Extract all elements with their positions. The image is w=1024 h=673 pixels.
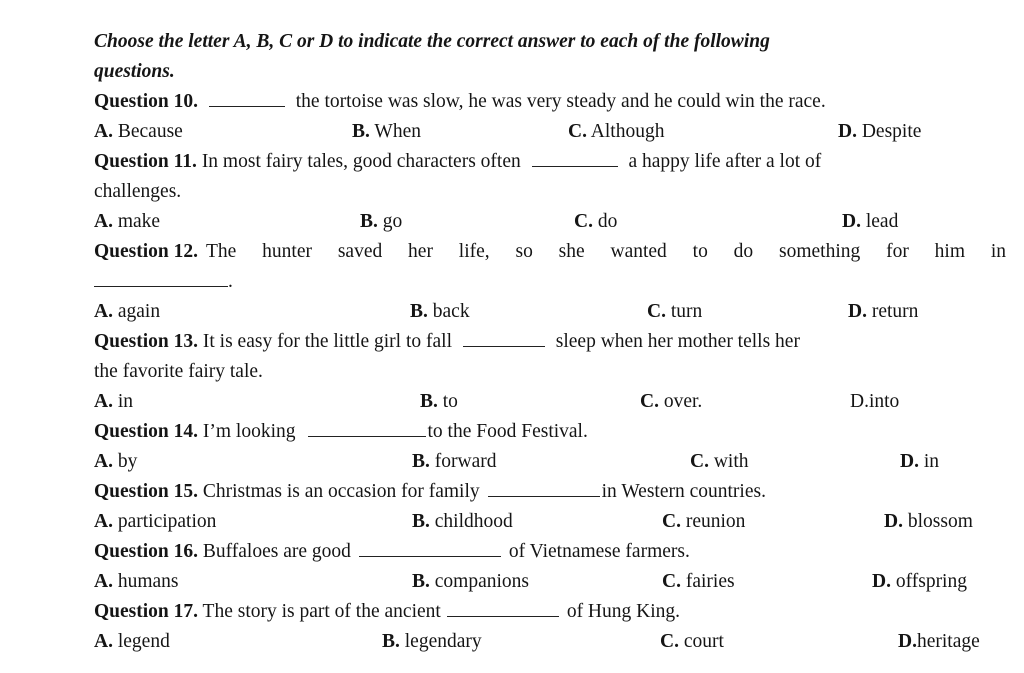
question-text: The story is part of the ancient [202, 601, 441, 622]
option-c: C. do [574, 211, 618, 232]
question-continuation: challenges. [94, 181, 182, 202]
option-b: B. to [420, 391, 458, 412]
question-text-after: a happy life after a lot of [628, 151, 822, 172]
question-12 [94, 237, 1006, 267]
option-d: D.into [850, 391, 900, 412]
option-a: A. humans [94, 571, 179, 592]
question-text-after: sleep when her mother tells her [555, 331, 800, 352]
question-number: Question 15. [94, 481, 199, 502]
option-c: C. turn [647, 301, 703, 322]
question-text-after: of Vietnamese farmers. [508, 541, 690, 562]
instruction-line-1: Choose the letter A, B, C or D to indicate the correct answer to each of the following [94, 31, 770, 52]
option-c: C. reunion [662, 511, 746, 532]
question-number: Question 11. [94, 151, 197, 172]
option-b: B. back [410, 301, 470, 322]
question-16 [94, 537, 1006, 567]
answer-blank [488, 478, 600, 497]
option-c: C. Although [568, 121, 665, 142]
option-c: C. with [690, 451, 749, 472]
question-15 [94, 477, 1006, 507]
option-a: A. by [94, 451, 138, 472]
option-b: B. companions [412, 571, 529, 592]
question-number: Question 16. [94, 541, 199, 562]
option-a: A. make [94, 211, 161, 232]
option-b: B. legendary [382, 631, 482, 652]
option-d: D. lead [842, 211, 899, 232]
option-b: B. childhood [412, 511, 513, 532]
question-text: Buffaloes are good [202, 541, 351, 562]
answer-blank [209, 88, 285, 107]
option-d: D. offspring [872, 571, 967, 592]
question-text: the tortoise was slow, he was very steady and he could win the race. [295, 91, 826, 112]
question-continuation: the favorite fairy tale. [94, 361, 263, 382]
question-14 [94, 417, 1006, 447]
answer-blank [94, 268, 228, 287]
option-d: D. Despite [838, 121, 922, 142]
option-c: C. court [660, 631, 724, 652]
option-b: B. When [352, 121, 421, 142]
option-c: C. over. [640, 391, 703, 412]
question-number: Question 14. [94, 421, 199, 442]
option-d: D.heritage [898, 631, 980, 652]
question-13 [94, 327, 1006, 357]
question-text: In most fairy tales, good characters often [201, 151, 521, 172]
option-b: B. go [360, 211, 403, 232]
option-a: A. in [94, 391, 134, 412]
question-number: Question 17. [94, 601, 199, 622]
option-a: A. participation [94, 511, 217, 532]
question-11 [94, 147, 1006, 177]
instruction-line-2: questions. [94, 61, 175, 82]
question-17 [94, 597, 1006, 627]
answer-blank [463, 328, 545, 347]
question-number: Question 12. [94, 241, 199, 262]
option-d: D. return [848, 301, 919, 322]
answer-blank [447, 598, 559, 617]
question-number: Question 10. [94, 91, 199, 112]
question-text: The hunter saved her life, so she wanted to do something for him in [206, 241, 1006, 262]
option-c: C. fairies [662, 571, 735, 592]
answer-blank [308, 418, 426, 437]
option-a: A. legend [94, 631, 170, 652]
question-text: I’m looking [202, 421, 296, 442]
question-number: Question 13. [94, 331, 199, 352]
answer-blank [359, 538, 501, 557]
option-b: B. forward [412, 451, 497, 472]
option-d: D. blossom [884, 511, 973, 532]
question-text-after: of Hung King. [566, 601, 681, 622]
question-continuation-line: . [94, 267, 233, 297]
option-a: A. Because [94, 121, 183, 142]
option-d: D. in [900, 451, 940, 472]
option-a: A. again [94, 301, 161, 322]
answer-blank [532, 148, 618, 167]
question-text-after: in Western countries. [601, 481, 766, 502]
question-text: Christmas is an occasion for family [202, 481, 480, 502]
question-10 [94, 87, 1006, 117]
question-text-after: to the Food Festival. [427, 421, 588, 442]
question-text: It is easy for the little girl to fall [202, 331, 452, 352]
